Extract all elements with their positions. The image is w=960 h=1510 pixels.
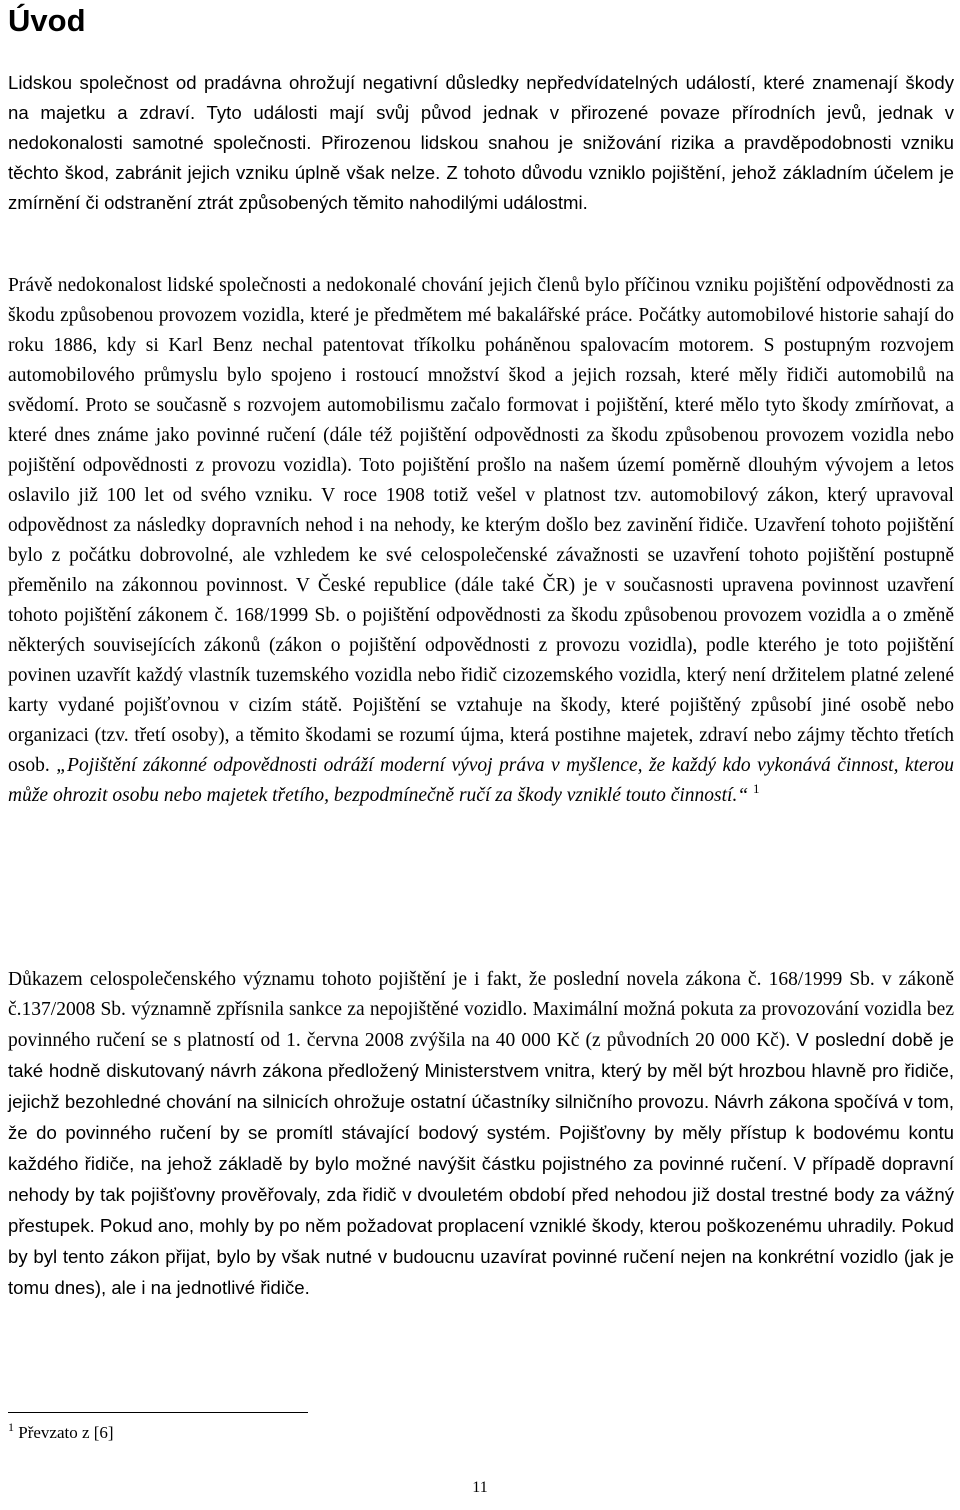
footnote-reference[interactable]: 1	[753, 781, 760, 796]
paragraph-current-state	[8, 965, 954, 1304]
sentence: V případě dopravní nehody by tak pojišťovny prověřovaly, zda řidič v dvouletém období před nehodou již dostal trestné body za vážný přestupek.	[8, 1153, 955, 1236]
quotation: „Pojištění zákonné odpovědnosti odráží moderní vývoj práva v myšlence, že každý kdo vykonává činnost, kterou může ohrozit osobu nebo majetek třetího, bezpodmínečně ručí za škody vzniklé touto činností.“	[8, 755, 955, 806]
sentence: S postupným rozvojem automobilového průmyslu bylo spojeno i rostoucí množství škod a jejich rozsah, které měly řidiči automobilů na svědomí.	[8, 335, 954, 416]
sentence: Právě nedokonalost lidské společnosti a nedokonalé chování jejich členů bylo příčinou vzniku pojištění odpovědnosti za škodu způsobenou provozem vozidla, které je předmětem mé bakalářské práce.	[8, 275, 954, 326]
sentence: Tyto události mají svůj původ jednak v přirozené povaze přírodních jevů, jednak v nedokonalosti samotné společnosti.	[8, 102, 954, 153]
footnote-divider	[8, 1412, 308, 1413]
sentence: Počátky automobilové historie sahají do roku 1886, kdy si Karl Benz nechal patentovat tříkolku poháněnou spalovacím motorem.	[8, 305, 955, 356]
page-number: 11	[472, 1479, 488, 1496]
sentence: V roce 1908 totiž vešel v platnost tzv. automobilový zákon, který upravoval odpovědnost za následky dopravních nehod i na nehody, ke kterým došlo bez zavinění řidiče.	[8, 485, 954, 536]
footnote	[8, 1420, 114, 1446]
sentence: Lidskou společnost od pradávna ohrožují negativní důsledky nepředvídatelných událostí, které znamenají škody na majetku a zdraví.	[8, 72, 954, 123]
sentence: Pokud ano, mohly by po něm požadovat proplacení vzniklé škody, kterou poškozenému uhradily.	[99, 1215, 897, 1236]
sentence: Z tohoto důvodu vzniklo pojištění, jehož základním účelem je zmírnění či odstranění ztrát způsobených těmito nahodilými událostmi.	[8, 162, 954, 213]
sentence: Důkazem celospolečenského významu tohoto pojištění je i fakt, že poslední novela zákona č. 168/1999 Sb. v zákoně č.137/2008 Sb. významně zpřísnila sankce za nepojištěné vozidlo. Maximální možná pokuta za provozování vozidla bez povinného ručení se s platností od 1. června 2008 zvýšila na 40 000 Kč (z původních 20 000 Kč).	[8, 969, 954, 1051]
sentence: V poslední době je také hodně diskutovaný návrh zákona předložený Ministerstvem vnitra, který by měl být hrozbou hlavně pro řidiče, jejichž bezohledné chování na silnicích ohrožuje ostatní účastníky silničního provozu.	[8, 1029, 954, 1112]
sentence: V České republice (dále také ČR) je v současnosti upravena povinnost uzavření tohoto pojištění zákonem č. 168/1999 Sb. o pojištění odpovědnosti za škodu způsobenou provozem vozidla a o změně některých souvisejících zákonů (zákon o pojištění odpovědnosti z provozu vozidla), podle kterého je toto pojištění povinen uzavřít každý vlastník tuzemského vozidla nebo řidič cizozemského vozidla, který není držitelem platné zelené karty vydané pojišťovnou v cizím státě.	[8, 575, 954, 716]
sentence: Pojištění se vztahuje na škody, které pojištěný způsobí jiné osobě nebo organizaci (tzv. třetí osoby), a těmito škodami se rozumí újma, která postihne majetek, zdraví nebo zájmy těchto třetích osob.	[8, 695, 954, 776]
sentence: Proto se současně s rozvojem automobilismu začalo formovat i pojištění, které mělo tyto škody zmírňovat, a které dnes známe jako povinné ručení (dále též pojištění odpovědnosti za škodu způsobenou provozem vozidla nebo pojištění odpovědnosti z provozu vozidla).	[8, 395, 954, 476]
sentence: Návrh zákona spočívá v tom, že do povinného ručení by se promítl stávající bodový systém.	[8, 1091, 955, 1143]
sentence: Pojišťovny by měly přístup k bodovému kontu každého řidiče, na jehož základě by bylo možné navýšit částku pojistného za povinné ručení.	[8, 1122, 954, 1174]
footnote-number: 1	[8, 1420, 14, 1434]
sentence: Toto pojištění prošlo na našem území poměrně dlouhým vývojem a letos oslavilo již 100 let od svého vzniku.	[8, 455, 954, 506]
footnote-text: Převzato z [6]	[18, 1423, 114, 1442]
sentence: Přirozenou lidskou snahou je snižování rizika a pravděpodobnosti vzniku těchto škod, zabránit jejich vzniku úplně však nelze.	[8, 132, 954, 183]
sentence: Pokud by byl tento zákon přijat, bylo by však nutné v budoucnu uzavírat povinné ručení nejen na konkrétní vozidlo (jak je tomu dnes), ale i na jednotlivé řidiče.	[8, 1215, 954, 1298]
sentence: Uzavření tohoto pojištění bylo z počátku dobrovolné, ale vzhledem ke své celospolečenské závažnosti se uzavření tohoto pojištění postupně přeměnilo na zákonnou povinnost.	[8, 515, 954, 596]
section-heading: Úvod	[8, 3, 86, 38]
paragraph-history	[8, 271, 954, 811]
paragraph-introduction	[8, 68, 954, 218]
